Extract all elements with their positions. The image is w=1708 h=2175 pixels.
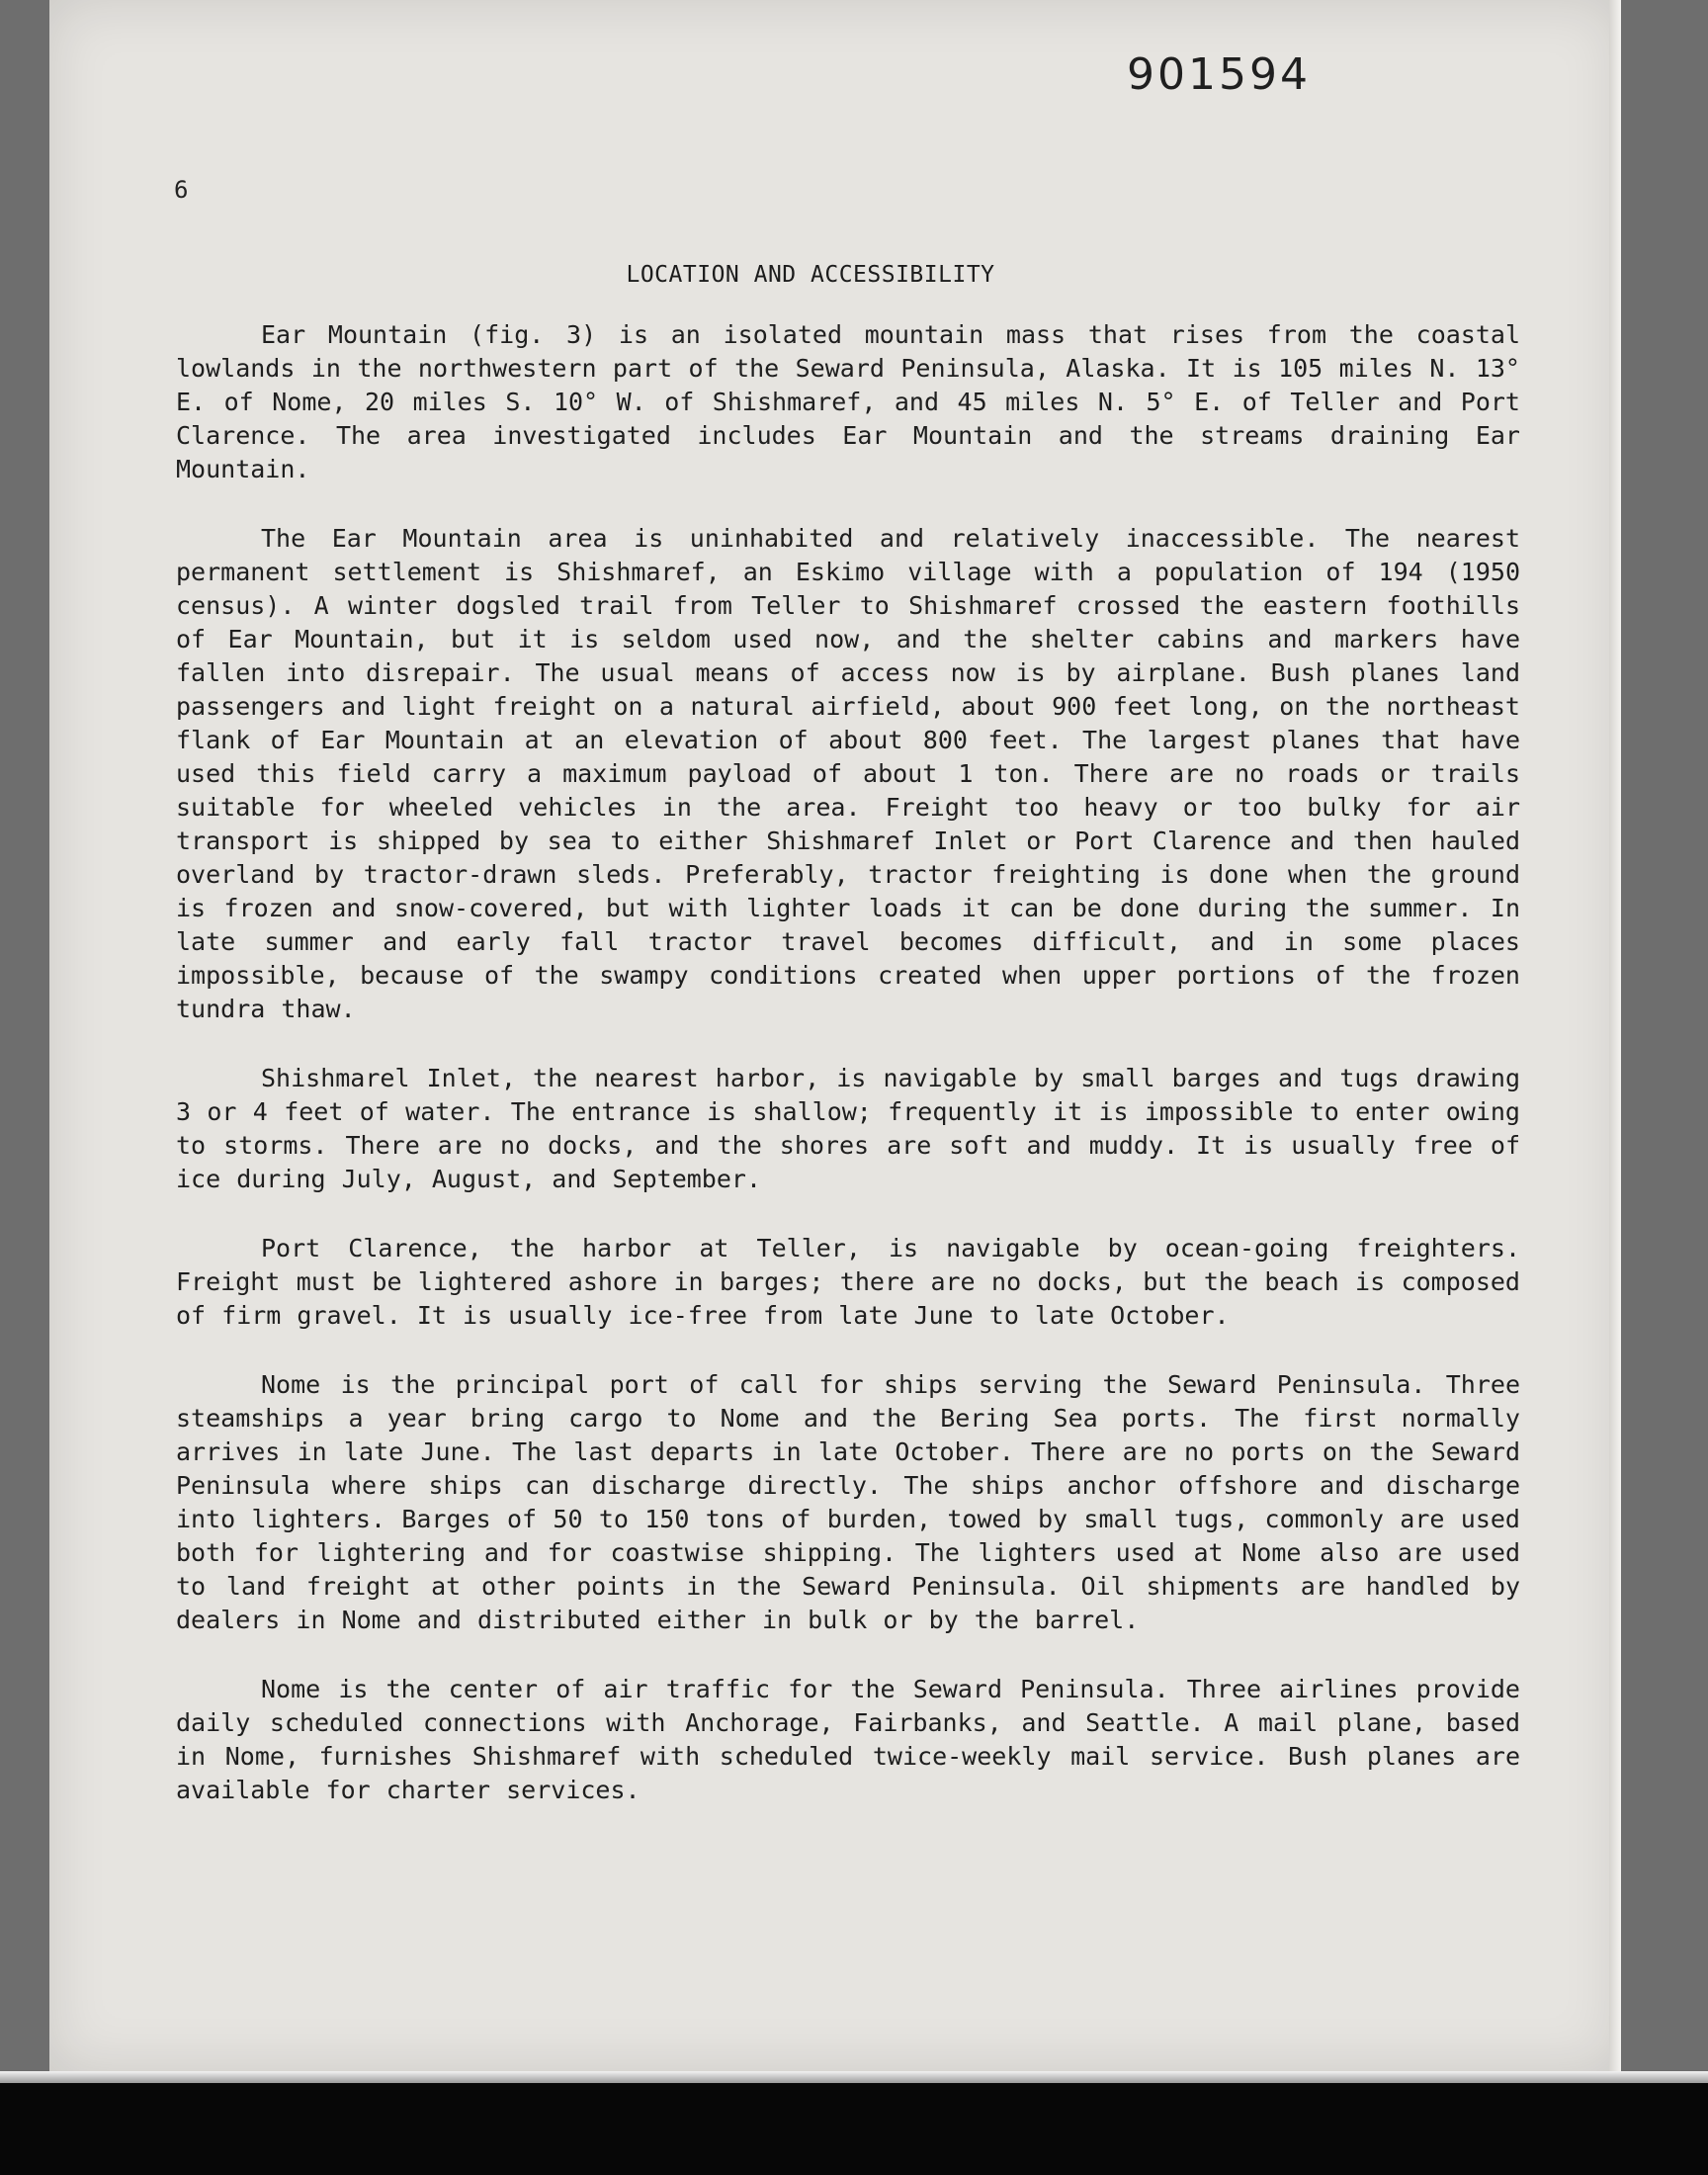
scanner-background <box>0 2071 1708 2175</box>
body-text <box>176 318 1520 1843</box>
document-stamp-number: 901594 <box>1127 49 1311 100</box>
section-heading: LOCATION AND ACCESSIBILITY <box>626 262 995 288</box>
scanner-edge-line <box>0 2071 1708 2083</box>
paragraph: Nome is the principal port of call for ships serving the Seward Peninsula. Three steamships a year bring cargo to Nome and the Bering Sea ports. The first normally arrives in late June. The last departs in late October. There are no ports on the Seward Peninsula where ships can discharge directly. The ships anchor offshore and discharge into lighters. Barges of 50 to 150 tons of burden, towed by small tugs, commonly are used both for lightering and for coastwise shipping. The lighters used at Nome also are used to land freight at other points in the Seward Peninsula. Oil shipments are handled by dealers in Nome and distributed either in bulk or by the barrel. <box>176 1370 1520 1634</box>
paragraph: Shishmarel Inlet, the nearest harbor, is navigable by small barges and tugs drawing 3 or 4 feet of water. The entrance is shallow; frequently it is impossible to enter owing to storms. There are no docks, and the shores are soft and muddy. It is usually free of ice during July, August, and September. <box>176 1064 1520 1193</box>
paragraph: Port Clarence, the harbor at Teller, is navigable by ocean-going freighters. Freight must be lightered ashore in barges; there are no docks, but the beach is composed of firm gravel. It is usually ice-free from late June to late October. <box>176 1234 1520 1330</box>
page-number: 6 <box>174 176 189 204</box>
paragraph: The Ear Mountain area is uninhabited and relatively inaccessible. The nearest permanent settlement is Shishmaref, an Eskimo village with a population of 194 (1950 census). A winter dogsled trail from Teller to Shishmaref crossed the eastern foothills of Ear Mountain, but it is seldom used now, and the shelter cabins and markers have fallen into disrepair. The usual means of access now is by airplane. Bush planes land passengers and light freight on a natural airfield, about 900 feet long, on the northeast flank of Ear Mountain at an elevation of about 800 feet. The largest planes that have used this field carry a maximum payload of about 1 ton. There are no roads or trails suitable for wheeled vehicles in the area. Freight too heavy or too bulky for air transport is shipped by sea to either Shishmaref Inlet or Port Clarence and then hauled overland by tractor-drawn sleds. Preferably, tractor freighting is done when the ground is frozen and snow-covered, but with lighter loads it can be done during the summer. In late summer and early fall tractor travel becomes difficult, and in some places impossible, because of the swampy conditions created when upper portions of the frozen tundra thaw. <box>176 524 1520 1023</box>
paragraph: Nome is the center of air traffic for the Seward Peninsula. Three airlines provide daily scheduled connections with Anchorage, Fairbanks, and Seattle. A mail plane, based in Nome, furnishes Shishmaref with scheduled twice-weekly mail service. Bush planes are available for charter services. <box>176 1675 1520 1804</box>
paragraph: Ear Mountain (fig. 3) is an isolated mountain mass that rises from the coastal lowlands in the northwestern part of the Seward Peninsula, Alaska. It is 105 miles N. 13° E. of Nome, 20 miles S. 10° W. of Shishmaref, and 45 miles N. 5° E. of Teller and Port Clarence. The area investigated includes Ear Mountain and the streams draining Ear Mountain. <box>176 320 1520 483</box>
page-edge <box>1609 0 1621 2071</box>
